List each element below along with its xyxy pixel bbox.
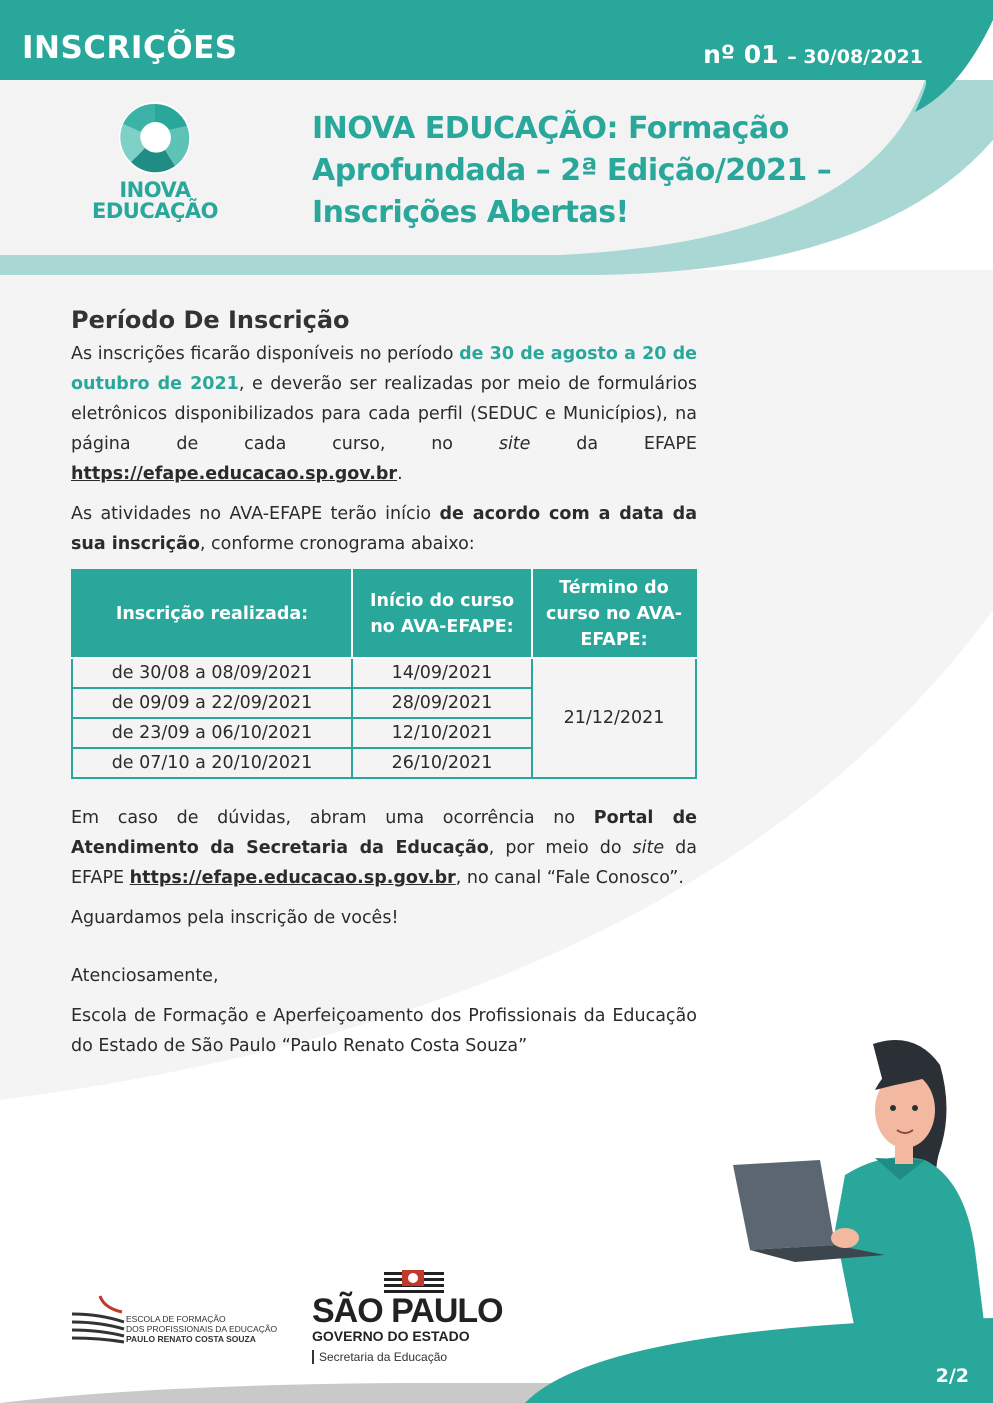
text: , conforme cronograma abaixo: [199, 534, 475, 554]
text-bold: de acordo com a data da sua inscrição [71, 504, 698, 554]
section-heading: Período De Inscrição [71, 306, 350, 334]
neck [895, 1140, 913, 1164]
paragraph-signature: Escola de Formação e Aperfeiçoamento dos Profissionais da Educação do Estado de São Paulo “Paulo Renato Costa Souza” [71, 1006, 697, 1056]
paragraph-closing: Aguardamos pela inscrição de vocês! [71, 908, 399, 928]
cell-inicio: 28/09/2021 [352, 688, 532, 718]
cell-inscricao: de 30/08 a 08/09/2021 [72, 658, 352, 688]
text: da EFAPE [71, 838, 697, 888]
text: As inscrições ficarão disponíveis no período [71, 344, 460, 364]
bottom-teal-corner [525, 1318, 993, 1403]
inova-swirl-icon [117, 100, 193, 176]
issue-number: nº 01 [703, 40, 779, 69]
cell-inicio: 26/10/2021 [352, 748, 532, 778]
efape-line-1: ESCOLA DE FORMAÇÃO [126, 1314, 226, 1324]
efape-link[interactable]: https://efape.educacao.sp.gov.br [71, 464, 398, 484]
hand [831, 1228, 859, 1248]
text-italic: site [498, 434, 531, 454]
efape-link-2[interactable]: https://efape.educacao.sp.gov.br [129, 868, 456, 888]
text-italic: site [632, 838, 665, 858]
cell-inscricao: de 23/09 a 06/10/2021 [72, 718, 352, 748]
cell-inscricao: de 07/10 a 20/10/2021 [72, 748, 352, 778]
eye-left [890, 1105, 896, 1111]
text: , por meio do [488, 838, 633, 858]
header-inscricao: Inscrição realizada: [72, 570, 352, 658]
body-shape [835, 1157, 985, 1330]
efape-text [126, 1314, 286, 1344]
schedule-table [71, 569, 697, 779]
text: As atividades no AVA-EFAPE terão início [71, 504, 440, 524]
title-line-3: Inscrições Abertas! [312, 195, 629, 230]
text: , no canal “Fale Conosco”. [455, 868, 684, 888]
cell-inicio: 12/10/2021 [352, 718, 532, 748]
efape-lines-icon [70, 1294, 126, 1344]
cell-inscricao: de 09/09 a 22/09/2021 [72, 688, 352, 718]
paragraph-period [71, 339, 697, 489]
paragraph-activities [71, 499, 697, 559]
text: . [397, 464, 403, 484]
sp-sub: GOVERNO DO ESTADO [312, 1328, 470, 1344]
logo-line-2: EDUCAÇÃO [91, 199, 218, 223]
period-highlight: de 30 de agosto a 20 de outubro de 2021 [71, 344, 697, 394]
title-line-2: Aprofundada – 2ª Edição/2021 – [312, 153, 832, 188]
header-inicio: Início do curso no AVA-EFAPE: [352, 570, 532, 658]
content-body [71, 305, 697, 1071]
table-row [72, 658, 696, 688]
section-label: INSCRIÇÕES [22, 30, 238, 66]
page-number: 2/2 [935, 1365, 969, 1387]
issue-date: – 30/08/2021 [787, 46, 923, 68]
logo-line-1: INOVA [119, 178, 191, 202]
bottom-gray-arc [0, 1383, 560, 1403]
header-termino: Término do curso no AVA-EFAPE: [532, 570, 696, 658]
text: Em caso de dúvidas, abram uma ocorrência no [71, 808, 594, 828]
paragraph-support [71, 803, 697, 893]
issue-info [703, 40, 923, 69]
paragraph-regards: Atenciosamente, [71, 966, 219, 986]
title-line-1: INOVA EDUCAÇÃO: Formação [312, 111, 789, 146]
sp-name: SÃO PAULO [312, 1292, 503, 1330]
text: da EFAPE [530, 434, 697, 454]
sp-secretaria: Secretaria da Educação [312, 1350, 447, 1364]
cell-termino: 21/12/2021 [532, 658, 696, 778]
main-title [312, 108, 872, 234]
text: , e deverão ser realizadas por meio de formulários eletrônicos disponibilizados para cada perfil (SEDUC e Municípios), na página de cada curso, no [71, 374, 697, 454]
efape-line-2: DOS PROFISSIONAIS DA EDUCAÇÃO [126, 1324, 278, 1334]
cell-inicio: 14/09/2021 [352, 658, 532, 688]
efape-line-3: PAULO RENATO COSTA SOUZA [126, 1334, 256, 1344]
inova-educacao-logo [90, 100, 220, 222]
table-header-row [72, 570, 696, 658]
text-bold: Portal de Atendimento da Secretaria da Educação [71, 808, 698, 858]
woman-laptop-illustration [725, 1030, 985, 1330]
laptop-screen [733, 1160, 835, 1250]
eye-right [912, 1105, 918, 1111]
